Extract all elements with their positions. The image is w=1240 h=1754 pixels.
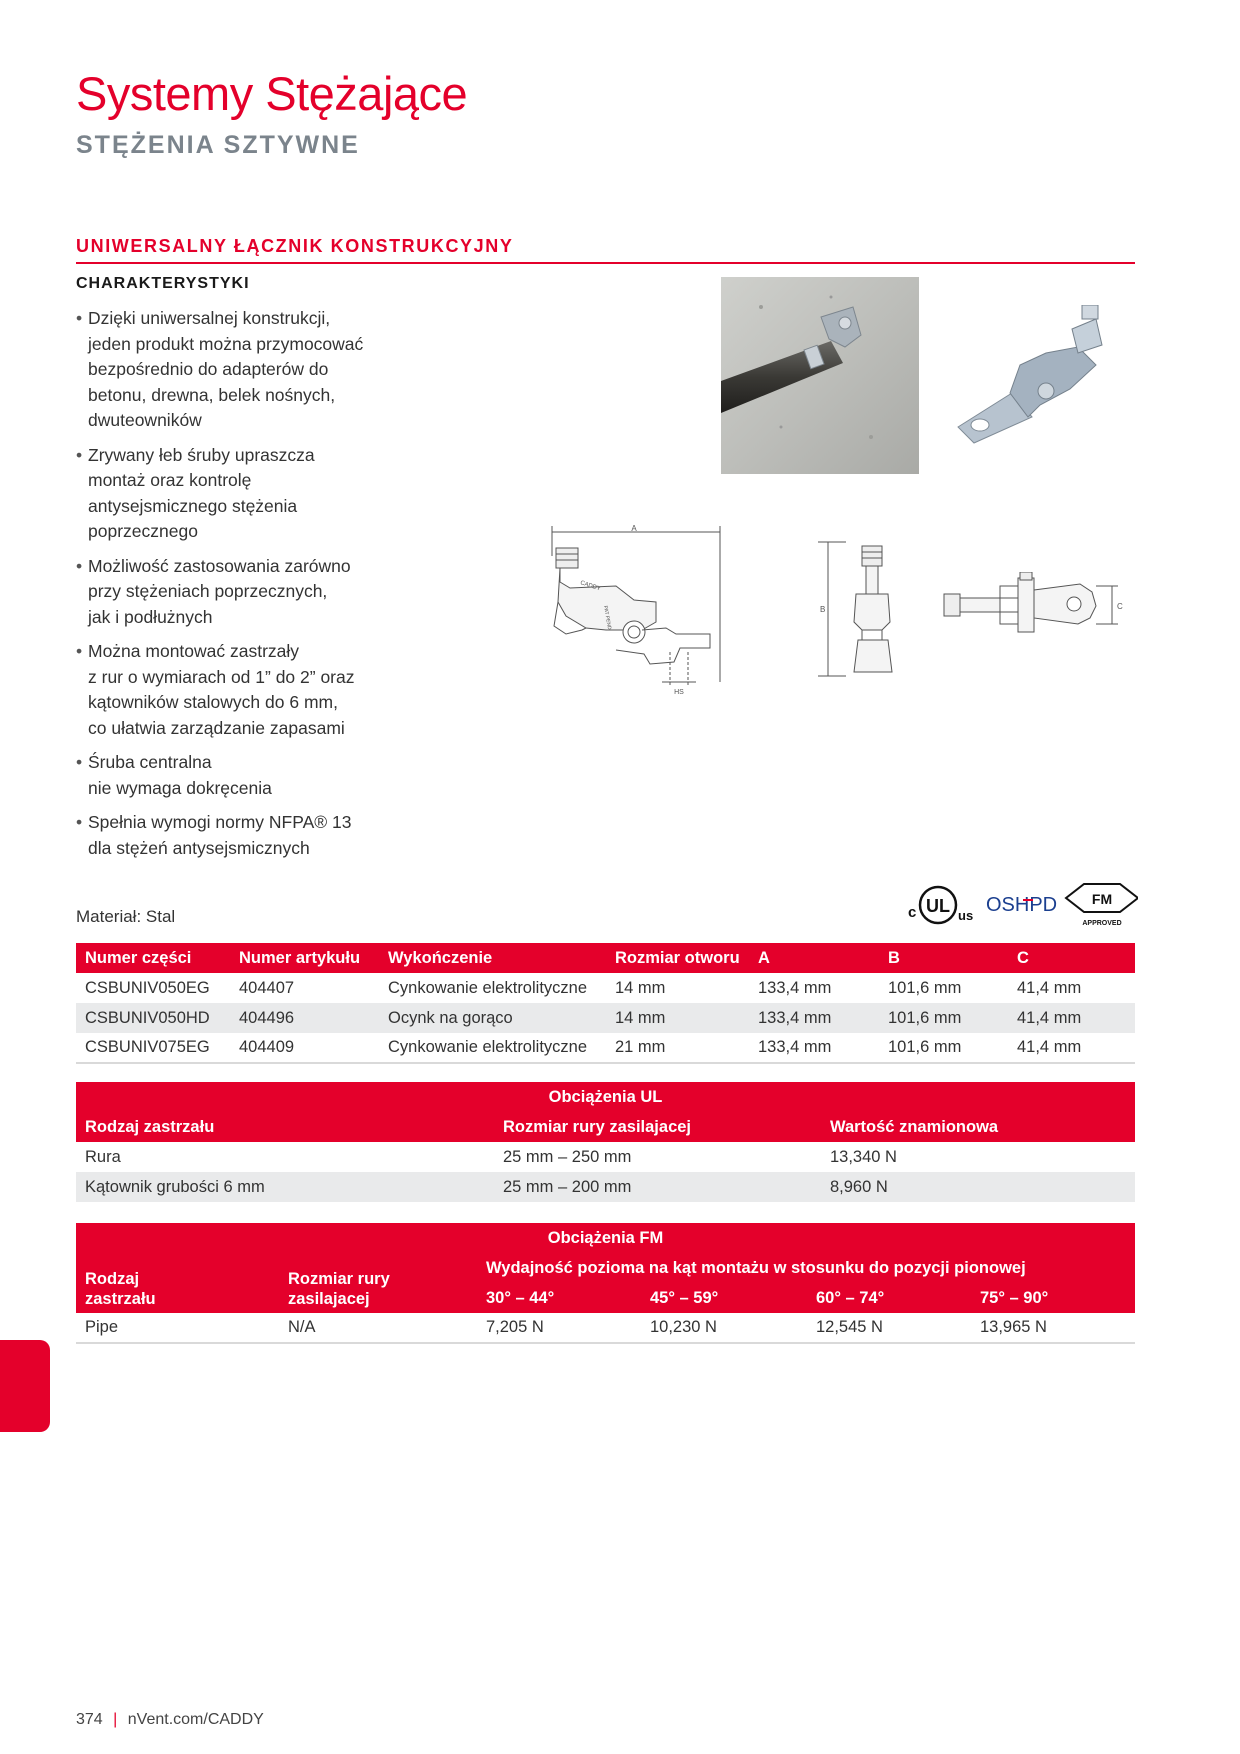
dimension-hs-label: HS xyxy=(674,689,684,696)
column-header: 30° – 44° xyxy=(477,1283,641,1313)
table-title: Obciążenia UL xyxy=(76,1082,1135,1112)
feature-item: • Śruba centralna nie wymaga dokręcenia xyxy=(76,750,416,801)
section-divider xyxy=(76,262,1135,264)
column-header: Wartość znamionowa xyxy=(821,1112,1135,1142)
feature-item: • Spełnia wymogi normy NFPA® 13 dla stężeń antysejsmicznych xyxy=(76,810,416,861)
table-cell: 21 mm xyxy=(606,1033,749,1063)
table-row xyxy=(76,1172,1135,1202)
table-cell: 13,340 N xyxy=(830,1147,897,1166)
dimension-a-label: A xyxy=(631,524,637,533)
fm-approved-text: APPROVED xyxy=(1082,920,1122,927)
table-title: Obciążenia FM xyxy=(76,1223,1135,1253)
technical-drawing-front xyxy=(816,538,906,680)
feature-item: • Możliwość zastosowania zarówno przy stężeniach poprzecznych, jak i podłużnych xyxy=(76,554,416,631)
oshpd-logo: OSHPD xyxy=(986,894,1058,916)
page-subtitle: STĘŻENIA SZTYWNE xyxy=(76,131,360,159)
page-number: 374 xyxy=(76,1711,103,1728)
table-cell: 14 mm xyxy=(606,1003,749,1033)
table-row xyxy=(76,1142,1135,1172)
fm-mark-text: FM xyxy=(1091,891,1113,907)
table-cell: 10,230 N xyxy=(641,1313,807,1343)
features-list xyxy=(76,306,416,870)
ul-c-text: c xyxy=(908,904,917,921)
feature-item: • Dzięki uniwersalnej konstrukcji, jeden produkt można przymocować bezpośrednio do adapterów do betonu, drewna, belek nośnych, dwuteowników xyxy=(76,306,416,434)
table-cell: 101,6 mm xyxy=(879,1033,1008,1063)
column-header: Rozmiar rury zasilajacej xyxy=(494,1112,821,1142)
table-cell: 41,4 mm xyxy=(1008,1033,1135,1063)
table-cell: 8,960 N xyxy=(821,1172,1135,1202)
table-cell: CSBUNIV050EG xyxy=(85,978,210,997)
table-cell: Rura xyxy=(85,1147,121,1166)
table-cell: Kątownik grubości 6 mm xyxy=(76,1172,494,1202)
table-cell: 101,6 mm xyxy=(888,978,962,997)
table-cell: CSBUNIV050HD xyxy=(76,1003,230,1033)
ul-us-text: us xyxy=(958,908,974,923)
table-header-row xyxy=(76,1253,1135,1283)
table-cell: 101,6 mm xyxy=(879,1003,1008,1033)
table-cell: 14 mm xyxy=(615,978,666,997)
section-title: UNIWERSALNY ŁĄCZNIK KONSTRUKCYJNY xyxy=(76,236,514,256)
table-title-row xyxy=(76,1223,1135,1253)
table-cell: 41,4 mm xyxy=(1017,978,1082,997)
column-group-header: Wydajność pozioma na kąt montażu w stosunku do pozycji pionowej xyxy=(477,1253,1135,1283)
fm-loads-table xyxy=(76,1223,1135,1344)
ul-listed-icon xyxy=(908,887,973,923)
column-header: C xyxy=(1008,943,1135,973)
column-header: Rozmiar otworu xyxy=(606,943,749,973)
table-row xyxy=(76,973,1135,1003)
column-header: Rozmiar rury zasilajacej xyxy=(279,1253,477,1313)
material-info: Materiał: Stal xyxy=(76,907,176,926)
certification-logos xyxy=(906,880,1138,940)
column-header: 75° – 90° xyxy=(971,1283,1135,1313)
table-cell: N/A xyxy=(279,1313,477,1343)
table-cell: 133,4 mm xyxy=(758,978,832,997)
table-cell: 404496 xyxy=(230,1003,379,1033)
feature-item: • Zrywany łeb śruby upraszcza montaż oraz kontrolę antysejsmicznego stężenia poprzecznego xyxy=(76,443,416,545)
footer xyxy=(76,1711,264,1729)
page-title: Systemy Stężające xyxy=(76,67,468,120)
column-header: Wykończenie xyxy=(379,943,606,973)
column-header: Numer artykułu xyxy=(230,943,379,973)
table-cell: 133,4 mm xyxy=(749,1033,879,1063)
column-header: Rodzaj zastrzału xyxy=(76,1112,494,1142)
table-row xyxy=(76,1313,1135,1343)
dimension-b-label: B xyxy=(820,605,826,614)
parts-table xyxy=(76,943,1135,1064)
table-cell: Ocynk na gorąco xyxy=(379,1003,606,1033)
patent-mark: PAT PEND xyxy=(602,605,613,631)
ul-loads-table xyxy=(76,1082,1135,1202)
table-header-row xyxy=(76,1112,1135,1142)
column-header: A xyxy=(749,943,879,973)
column-header: Numer części xyxy=(76,943,230,973)
table-title-row xyxy=(76,1082,1135,1112)
footer-link[interactable]: nVent.com/CADDY xyxy=(127,1711,264,1728)
table-header-row xyxy=(76,943,1135,973)
table-cell: 13,965 N xyxy=(971,1313,1135,1343)
table-cell: Pipe xyxy=(76,1313,279,1343)
column-header: 60° – 74° xyxy=(807,1283,971,1313)
table-cell: Cynkowanie elektrolityczne xyxy=(379,1033,606,1063)
brand-mark: CADDY xyxy=(579,580,602,593)
table-cell: 25 mm – 250 mm xyxy=(503,1147,632,1166)
table-row xyxy=(76,1033,1135,1063)
table-cell: 41,4 mm xyxy=(1008,1003,1135,1033)
column-header: 45° – 59° xyxy=(641,1283,807,1313)
technical-drawing-side xyxy=(546,522,726,700)
table-cell: 404407 xyxy=(239,978,295,997)
footer-separator: | xyxy=(113,1711,118,1728)
dimension-c-label: C xyxy=(1117,602,1123,611)
table-cell: CSBUNIV075EG xyxy=(76,1033,230,1063)
feature-item: • Można montować zastrzały z rur o wymiarach od 1” do 2” oraz kątowników stalowych do 6 mm, co ułatwia zarządzanie zapasami xyxy=(76,639,416,741)
side-tab-marker xyxy=(0,1340,50,1432)
column-header: Rodzaj zastrzału xyxy=(76,1253,279,1313)
product-photo-installed xyxy=(721,277,919,474)
table-cell: 7,205 N xyxy=(477,1313,641,1343)
table-cell: 133,4 mm xyxy=(749,1003,879,1033)
fm-approved-icon xyxy=(1066,884,1138,927)
table-cell: 25 mm – 200 mm xyxy=(494,1172,821,1202)
product-photo-isolated xyxy=(950,305,1120,445)
table-cell: 404409 xyxy=(230,1033,379,1063)
ul-mark-text: UL xyxy=(926,896,950,916)
table-cell: 12,545 N xyxy=(807,1313,971,1343)
column-header: B xyxy=(879,943,1008,973)
table-cell: Cynkowanie elektrolityczne xyxy=(388,978,588,997)
features-heading: CHARAKTERYSTYKI xyxy=(76,275,250,292)
technical-drawing-top xyxy=(940,572,1128,644)
table-row xyxy=(76,1003,1135,1033)
